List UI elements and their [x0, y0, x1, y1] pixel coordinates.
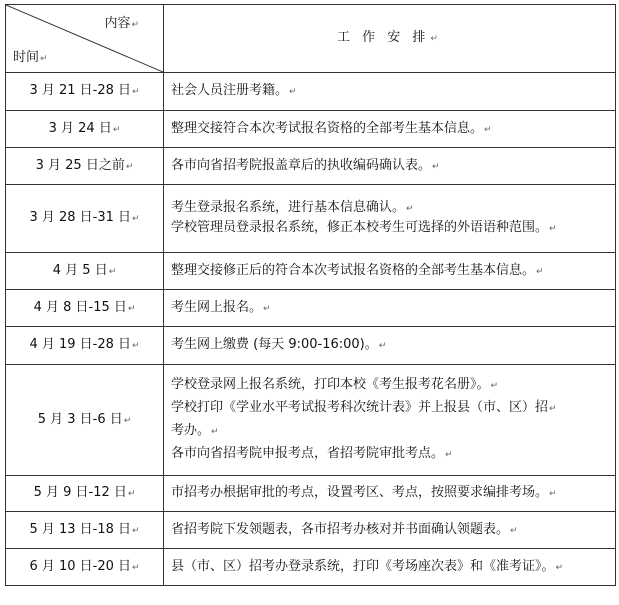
paragraph-mark: ↵	[211, 427, 219, 437]
work-line: 各市向省招考院申报考点，省招考院审批考点。↵	[171, 446, 453, 461]
paragraph-mark: ↵	[132, 562, 140, 573]
work-line: 县（市、区）招考办登录系统，打印《考场座次表》和《准考证》。↵	[171, 558, 564, 574]
date-text: 4 月 19 日-28 日	[29, 337, 132, 352]
table-row	[6, 290, 616, 327]
work-line: 各市向省招考院报盖章后的执收编码确认表。↵	[171, 157, 440, 173]
date-text: 5 月 13 日-18 日	[29, 521, 132, 537]
date-text: 3 月 24 日	[48, 120, 112, 136]
date-cell	[6, 512, 164, 549]
work-cell	[164, 111, 616, 148]
paragraph-mark: ↵	[445, 450, 453, 460]
date-text: 4 月 8 日-15 日	[33, 299, 127, 315]
date-text: 5 月 9 日-12 日	[33, 485, 127, 500]
paragraph-mark: ↵	[510, 525, 518, 536]
work-line: 整理交接符合本次考试报名资格的全部考生基本信息。↵	[171, 120, 492, 136]
paragraph-mark: ↵	[125, 161, 134, 172]
work-cell	[164, 148, 616, 185]
paragraph-mark: ↵	[406, 204, 414, 214]
date-text: 6 月 10 日-20 日	[29, 558, 132, 574]
table-row	[6, 111, 616, 148]
work-line: 省招考院下发领题表，各市招考办核对并书面确认领题表。↵	[171, 521, 518, 537]
schedule-table	[5, 4, 616, 586]
paragraph-mark: ↵	[127, 303, 136, 314]
work-line: 社会人员注册考籍。↵	[171, 83, 297, 98]
work-line: 学校打印《学业水平考试报考科次统计表》并上报县（市、区）招↵	[171, 400, 557, 415]
paragraph-mark: ↵	[132, 525, 140, 536]
paragraph-mark: ↵	[132, 341, 140, 351]
work-cell	[164, 476, 616, 512]
paragraph-mark: ↵	[536, 266, 544, 277]
date-cell	[6, 365, 164, 476]
work-cell	[164, 549, 616, 586]
paragraph-mark: ↵	[289, 87, 297, 97]
paragraph-mark: ↵	[132, 87, 140, 97]
paragraph-mark: ↵	[108, 266, 117, 277]
table-row	[6, 185, 616, 253]
paragraph-mark: ↵	[549, 489, 557, 499]
work-line: 学校管理员登录报名系统，修正本校考生可选择的外语语种范围。↵	[171, 220, 557, 235]
date-cell	[6, 148, 164, 185]
paragraph-mark: ↵	[490, 381, 499, 391]
header-work-label: 工 作 安 排↵	[164, 5, 616, 73]
paragraph-mark: ↵	[123, 415, 132, 426]
work-line: 考办。↵	[171, 423, 219, 438]
table-row	[6, 327, 616, 365]
schedule-sheet	[5, 4, 616, 600]
date-cell	[6, 290, 164, 327]
paragraph-mark: ↵	[549, 224, 557, 234]
paragraph-mark: ↵	[484, 124, 492, 135]
table-row	[6, 253, 616, 290]
paragraph-mark: ↵	[549, 404, 557, 414]
date-cell	[6, 253, 164, 290]
date-text: 3 月 28 日-31 日	[29, 210, 132, 225]
paragraph-mark: ↵	[127, 489, 136, 499]
work-cell	[164, 290, 616, 327]
work-cell	[164, 512, 616, 549]
work-line: 学校登录网上报名系统，打印本校《考生报考花名册》。↵	[171, 377, 499, 392]
paragraph-mark: ↵	[263, 303, 271, 314]
work-line: 考生登录报名系统，进行基本信息确认。↵	[171, 200, 414, 215]
paragraph-mark: ↵	[432, 161, 440, 172]
table-row	[6, 512, 616, 549]
paragraph-mark: ↵	[112, 124, 121, 135]
date-text: 3 月 25 日之前	[35, 157, 125, 173]
work-cell	[164, 185, 616, 253]
date-cell	[6, 549, 164, 586]
header-time-label: 时间↵	[13, 50, 48, 65]
work-line: 考生网上报名。↵	[171, 299, 271, 315]
work-cell	[164, 73, 616, 111]
work-line: 整理交接修正后的符合本次考试报名资格的全部考生基本信息。↵	[171, 262, 544, 278]
date-cell	[6, 476, 164, 512]
date-text: 5 月 3 日-6 日	[37, 411, 123, 427]
header-row	[6, 5, 616, 73]
table-row	[6, 549, 616, 586]
work-line: 市招考办根据审批的考点，设置考区、考点，按照要求编排考场。↵	[171, 485, 557, 500]
paragraph-mark: ↵	[132, 214, 140, 224]
table-row	[6, 148, 616, 185]
date-cell	[6, 185, 164, 253]
work-cell	[164, 365, 616, 476]
header-content-label: 内容↵	[104, 16, 139, 31]
paragraph-mark: ↵	[555, 562, 564, 573]
work-cell	[164, 327, 616, 365]
date-cell	[6, 327, 164, 365]
table-row	[6, 73, 616, 111]
date-text: 3 月 21 日-28 日	[29, 83, 132, 98]
work-cell	[164, 253, 616, 290]
date-cell	[6, 111, 164, 148]
work-line: 考生网上缴费 (每天 9:00-16:00)。↵	[171, 337, 387, 352]
date-text: 4 月 5 日	[52, 262, 108, 278]
table-row	[6, 476, 616, 512]
table-row	[6, 365, 616, 476]
paragraph-mark: ↵	[378, 341, 387, 351]
date-cell	[6, 73, 164, 111]
header-diagonal-cell	[6, 5, 164, 73]
